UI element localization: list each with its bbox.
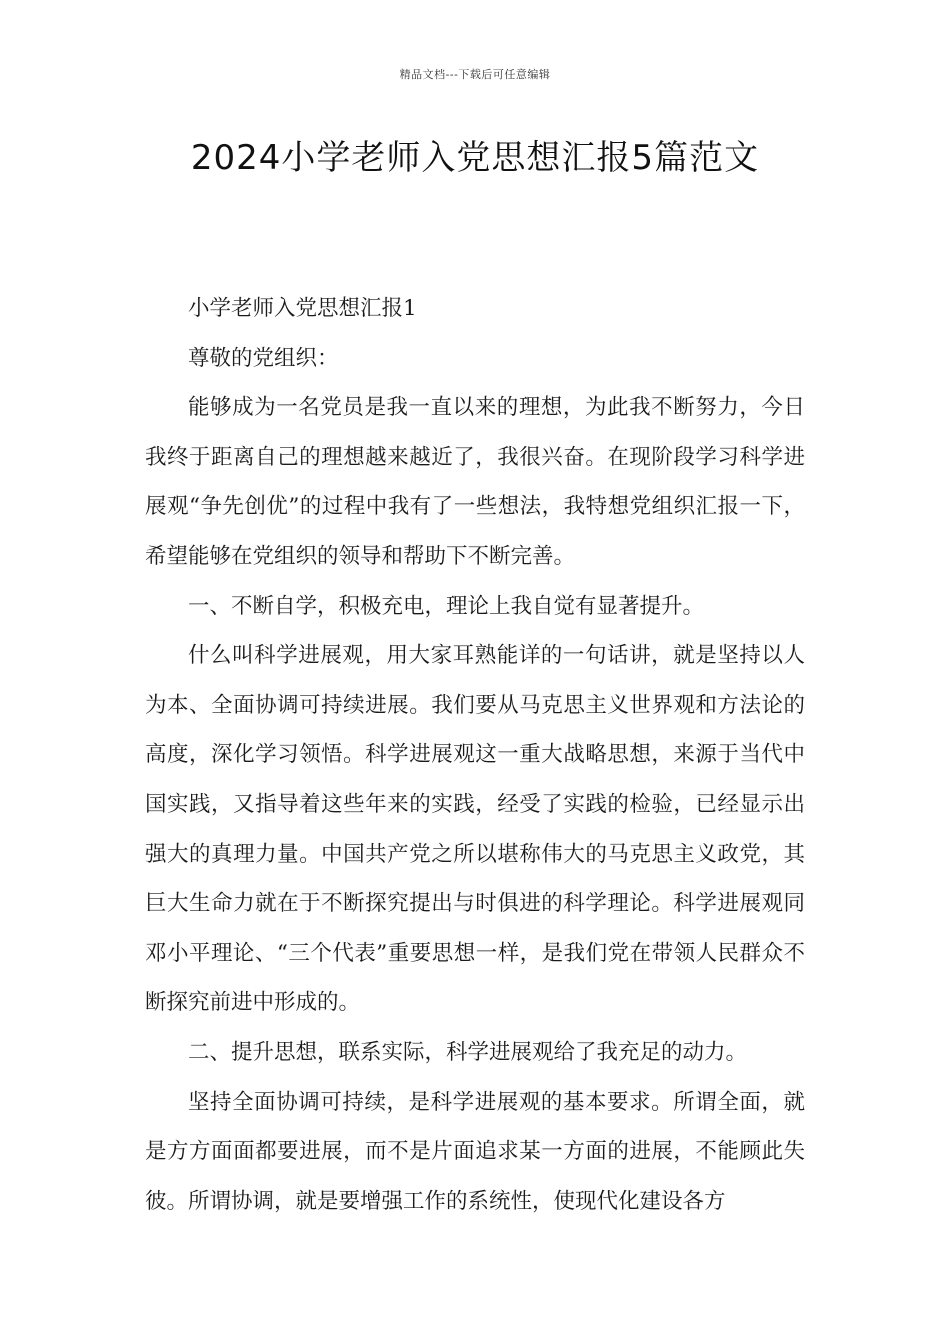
paragraph-body: 坚持全面协调可持续，是科学进展观的基本要求。所谓全面，就是方方面面都要进展，而不是片面追求某一方面的进展，不能顾此失彼。所谓协调，就是要增强工作的系统性，使现代化建设各方 (145, 1089, 805, 1214)
document-body (145, 284, 805, 1226)
paragraph-salutation: 尊敬的党组织： (188, 345, 339, 371)
paragraph-point-two: 二、提升思想，联系实际，科学进展观给了我充足的动力。 (188, 1039, 748, 1065)
header-note: 精品文档---下载后可任意编辑 (399, 68, 551, 81)
paragraph-section-heading: 小学老师入党思想汇报1 (188, 296, 417, 321)
paragraph-point-one: 一、不断自学，积极充电，理论上我自觉有显著提升。 (188, 593, 705, 619)
paragraph-intro: 能够成为一名党员是我一直以来的理想，为此我不断努力，今日我终于距离自己的理想越来越近了，我很兴奋。在现阶段学习科学进展观“争先创优”的过程中我有了一些想法，我特想党组织汇报一下，希望能够在党组织的领导和帮助下不断完善。 (145, 395, 805, 569)
document-title: 2024小学老师入党思想汇报5篇范文 (190, 138, 760, 178)
paragraph-body: 什么叫科学进展观，用大家耳熟能详的一句话讲，就是坚持以人为本、全面协调可持续进展。我们要从马克思主义世界观和方法论的高度，深化学习领悟。科学进展观这一重大战略思想，来源于当代中国实践，又指导着这些年来的实践，经受了实践的检验，已经显示出强大的真理力量。中国共产党之所以堪称伟大的马克思主义政党，其巨大生命力就在于不断探究提出与时俱进的科学理论。科学进展观同邓小平理论、“三个代表”重要思想一样，是我们党在带领人民群众不断探究前进中形成的。 (145, 643, 805, 1016)
